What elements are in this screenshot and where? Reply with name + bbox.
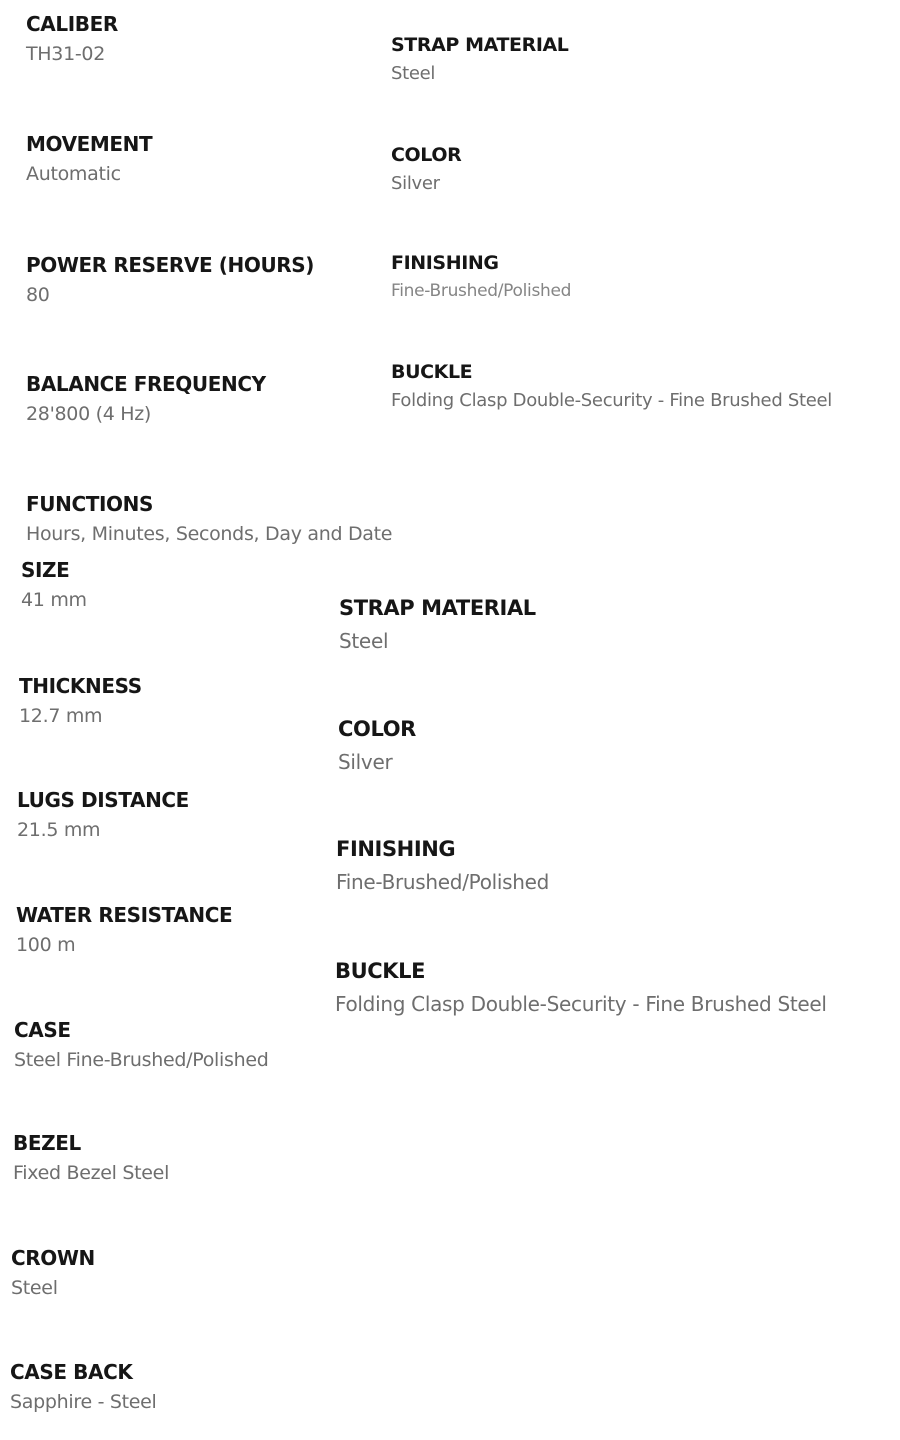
spec-label: WATER RESISTANCE <box>16 903 233 927</box>
spec-strap-material <box>339 597 536 652</box>
spec-label: CALIBER <box>26 12 118 36</box>
spec-label: CASE BACK <box>10 1360 133 1384</box>
spec-color <box>391 145 461 194</box>
spec-label: MOVEMENT <box>26 132 153 156</box>
spec-value: Fixed Bezel Steel <box>13 1162 170 1184</box>
spec-value: 41 mm <box>21 589 87 611</box>
spec-value: Automatic <box>26 163 121 185</box>
spec-value: 12.7 mm <box>19 705 103 727</box>
spec-buckle <box>391 362 832 411</box>
spec-size <box>21 559 87 611</box>
spec-crown <box>11 1247 95 1299</box>
spec-buckle <box>335 960 827 1015</box>
spec-label: FINISHING <box>391 252 499 274</box>
spec-label: COLOR <box>391 144 462 166</box>
spec-value: Steel <box>391 62 436 84</box>
spec-power-reserve <box>26 254 314 306</box>
spec-strap-material <box>391 35 569 84</box>
spec-functions <box>26 493 392 545</box>
spec-value: Fine-Brushed/Polished <box>391 280 572 301</box>
spec-label: CROWN <box>11 1246 95 1270</box>
spec-label: BUCKLE <box>335 959 426 983</box>
spec-value: Steel <box>339 629 389 654</box>
spec-value: 21.5 mm <box>17 819 101 841</box>
spec-label: STRAP MATERIAL <box>391 34 569 56</box>
spec-label: BEZEL <box>13 1131 81 1155</box>
spec-finishing <box>336 838 549 893</box>
spec-label: COLOR <box>338 717 416 741</box>
spec-label: BALANCE FREQUENCY <box>26 372 266 396</box>
spec-water-resistance <box>16 904 232 956</box>
spec-value: Silver <box>338 750 393 775</box>
spec-value: Hours, Minutes, Seconds, Day and Date <box>26 523 393 545</box>
spec-value: Folding Clasp Double-Security - Fine Brushed Steel <box>391 389 833 411</box>
spec-value: 80 <box>26 284 50 306</box>
spec-value: 100 m <box>16 934 76 956</box>
spec-bezel <box>13 1132 169 1184</box>
spec-color <box>338 718 416 773</box>
spec-value: Folding Clasp Double-Security - Fine Brushed Steel <box>335 992 827 1017</box>
spec-value: 28'800 (4 Hz) <box>26 403 152 425</box>
spec-movement <box>26 133 152 185</box>
spec-value: Sapphire - Steel <box>10 1391 157 1413</box>
spec-label: STRAP MATERIAL <box>339 596 536 620</box>
spec-label: LUGS DISTANCE <box>17 788 189 812</box>
spec-value: Silver <box>391 172 440 194</box>
spec-label: FINISHING <box>336 837 456 861</box>
spec-label: BUCKLE <box>391 361 473 383</box>
spec-label: POWER RESERVE (HOURS) <box>26 253 315 277</box>
spec-caliber <box>26 13 118 65</box>
spec-thickness <box>19 675 142 727</box>
spec-balance-frequency <box>26 373 266 425</box>
spec-value: Steel Fine-Brushed/Polished <box>14 1049 269 1071</box>
spec-value: Steel <box>11 1277 58 1299</box>
spec-finishing <box>391 253 571 301</box>
spec-label: FUNCTIONS <box>26 492 153 516</box>
spec-label: THICKNESS <box>19 674 142 698</box>
spec-case-back <box>10 1361 157 1413</box>
spec-lugs-distance <box>17 789 189 841</box>
spec-label: SIZE <box>21 558 70 582</box>
spec-value: Fine-Brushed/Polished <box>336 870 550 895</box>
spec-case <box>14 1019 268 1071</box>
spec-value: TH31-02 <box>26 43 106 65</box>
spec-label: CASE <box>14 1018 71 1042</box>
